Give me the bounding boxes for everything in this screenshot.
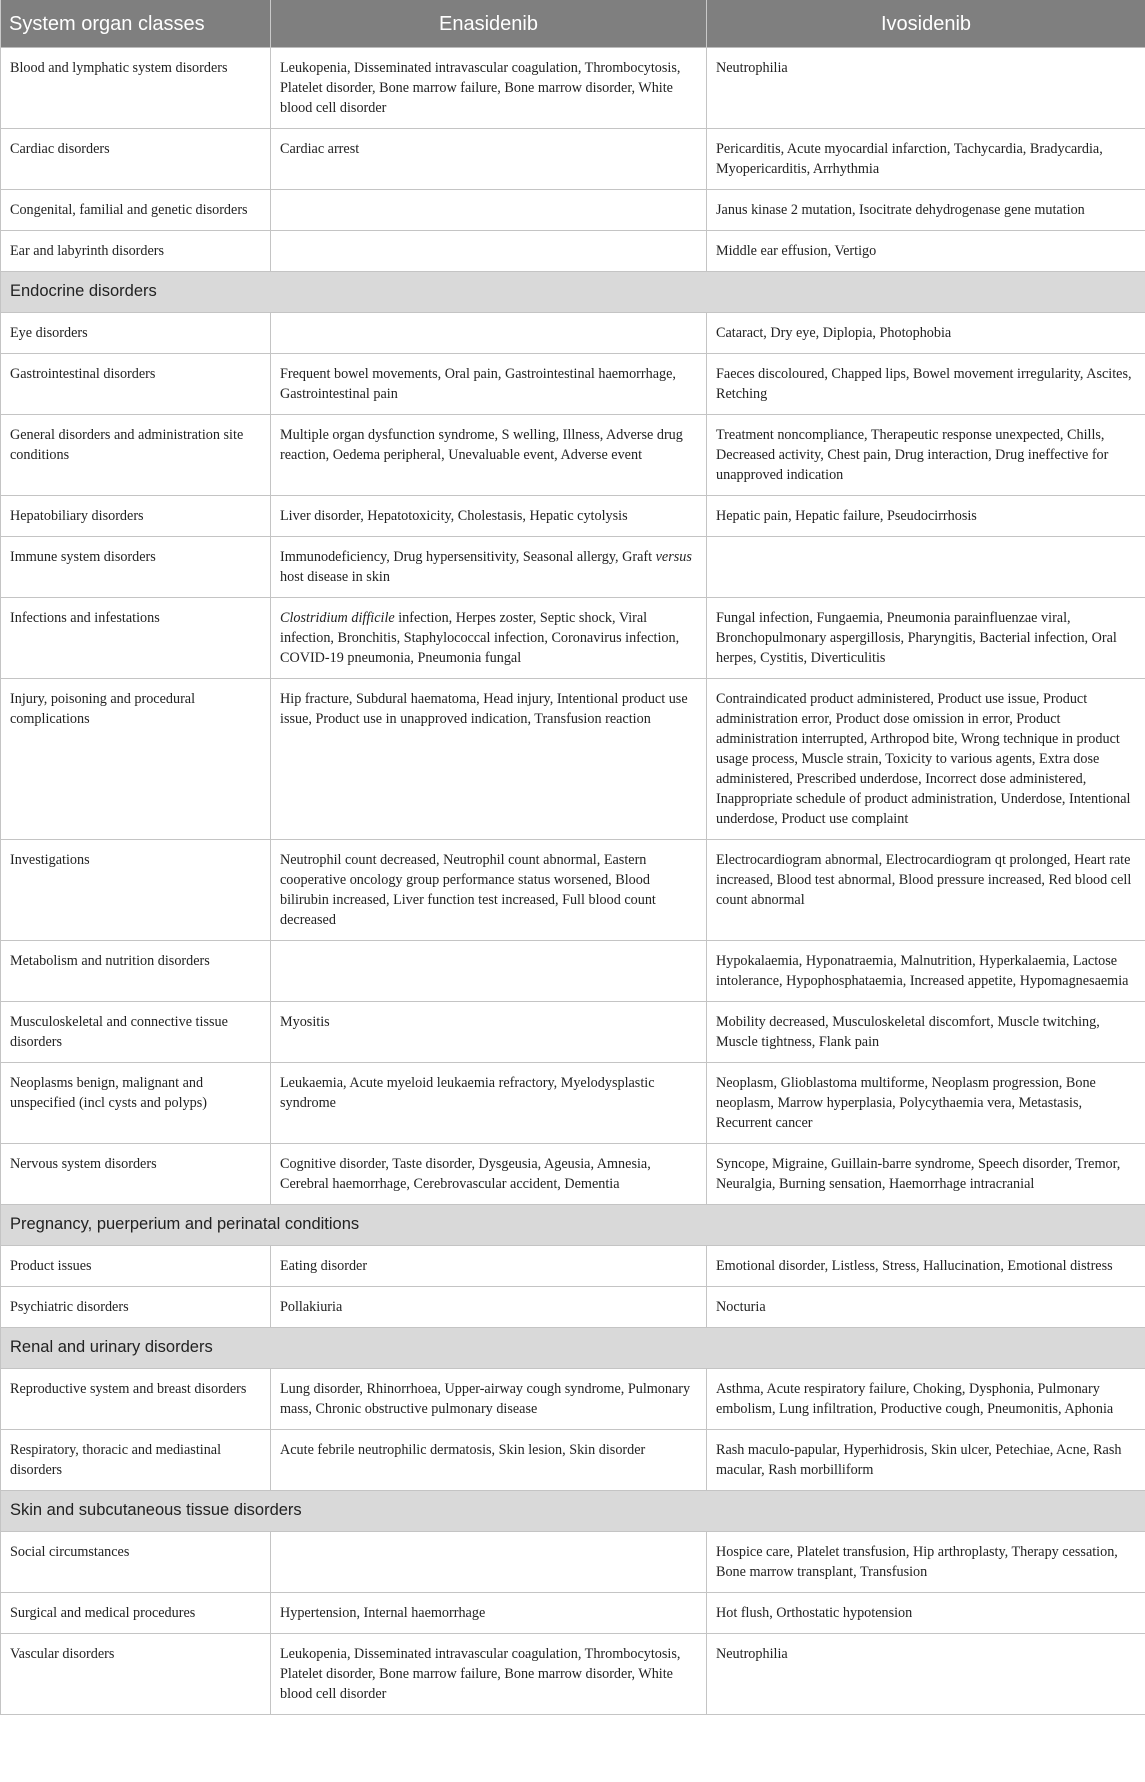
cell-system-organ-class: Investigations [1,840,271,941]
cell-system-organ-class: Vascular disorders [1,1634,271,1715]
header-ivosidenib: Ivosidenib [707,0,1145,48]
cell-ivosidenib: Hospice care, Platelet transfusion, Hip arthroplasty, Therapy cessation, Bone marrow transplant, Transfusion [707,1532,1145,1593]
cell-system-organ-class: Immune system disorders [1,537,271,598]
section-label: Renal and urinary disorders [1,1328,1145,1369]
cell-enasidenib: Multiple organ dysfunction syndrome, S welling, Illness, Adverse drug reaction, Oedema peripheral, Unevaluable event, Adverse event [271,415,707,496]
table-row [1,1063,1145,1144]
cell-ivosidenib: Asthma, Acute respiratory failure, Choking, Dysphonia, Pulmonary embolism, Lung infiltration, Productive cough, Pneumonitis, Aphonia [707,1369,1145,1430]
cell-ivosidenib: Neutrophilia [707,1634,1145,1715]
cell-enasidenib: Myositis [271,1002,707,1063]
cell-text: Immunodeficiency, Drug hypersensitivity, Seasonal allergy, Graft [280,549,656,565]
header-enasidenib: Enasidenib [271,0,707,48]
section-row [1,1491,1145,1532]
cell-enasidenib: Eating disorder [271,1246,707,1287]
table-row [1,1593,1145,1634]
cell-enasidenib [271,313,707,354]
cell-enasidenib: Cardiac arrest [271,129,707,190]
cell-ivosidenib: Emotional disorder, Listless, Stress, Hallucination, Emotional distress [707,1246,1145,1287]
cell-system-organ-class: Respiratory, thoracic and mediastinal disorders [1,1430,271,1491]
table-row [1,354,1145,415]
table-row [1,231,1145,272]
cell-ivosidenib: Pericarditis, Acute myocardial infarction, Tachycardia, Bradycardia, Myopericarditis, Arrhythmia [707,129,1145,190]
cell-enasidenib [271,537,707,598]
cell-system-organ-class: General disorders and administration site conditions [1,415,271,496]
cell-system-organ-class: Injury, poisoning and procedural complications [1,679,271,840]
cell-ivosidenib: Nocturia [707,1287,1145,1328]
cell-text: infection, Herpes zoster, Septic shock, Viral infection, Bronchitis, Staphylococcal infection, Coronavirus infection, COVID-19 pneumonia, Pneumonia fungal [280,610,680,666]
cell-ivosidenib: Syncope, Migraine, Guillain-barre syndrome, Speech disorder, Tremor, Neuralgia, Burning sensation, Haemorrhage intracranial [707,1144,1145,1205]
section-row [1,1205,1145,1246]
cell-ivosidenib [707,537,1145,598]
cell-system-organ-class: Gastrointestinal disorders [1,354,271,415]
cell-ivosidenib: Faeces discoloured, Chapped lips, Bowel movement irregularity, Ascites, Retching [707,354,1145,415]
section-row [1,272,1145,313]
cell-enasidenib: Cognitive disorder, Taste disorder, Dysgeusia, Ageusia, Amnesia, Cerebral haemorrhage, Cerebrovascular accident, Dementia [271,1144,707,1205]
cell-ivosidenib: Neoplasm, Glioblastoma multiforme, Neoplasm progression, Bone neoplasm, Marrow hyperplasia, Polycythaemia vera, Metastasis, Recurrent cancer [707,1063,1145,1144]
italic-term: versus [655,549,692,565]
table-row [1,129,1145,190]
header-row [1,0,1145,48]
cell-system-organ-class: Hepatobiliary disorders [1,496,271,537]
cell-ivosidenib: Janus kinase 2 mutation, Isocitrate dehydrogenase gene mutation [707,190,1145,231]
cell-ivosidenib: Mobility decreased, Musculoskeletal discomfort, Muscle twitching, Muscle tightness, Flank pain [707,1002,1145,1063]
cell-system-organ-class: Reproductive system and breast disorders [1,1369,271,1430]
header-system-organ-classes: System organ classes [1,0,271,48]
cell-ivosidenib: Neutrophilia [707,48,1145,129]
cell-enasidenib [271,598,707,679]
cell-enasidenib: Lung disorder, Rhinorrhoea, Upper-airway cough syndrome, Pulmonary mass, Chronic obstructive pulmonary disease [271,1369,707,1430]
table-row [1,840,1145,941]
cell-system-organ-class: Congenital, familial and genetic disorders [1,190,271,231]
table-row [1,1287,1145,1328]
cell-enasidenib: Leukaemia, Acute myeloid leukaemia refractory, Myelodysplastic syndrome [271,1063,707,1144]
cell-enasidenib [271,1532,707,1593]
table-row [1,190,1145,231]
cell-ivosidenib: Hypokalaemia, Hyponatraemia, Malnutrition, Hyperkalaemia, Lactose intolerance, Hypophosphataemia, Increased appetite, Hypomagnesaemia [707,941,1145,1002]
table-row [1,1430,1145,1491]
table-row [1,313,1145,354]
cell-system-organ-class: Neoplasms benign, malignant and unspecified (incl cysts and polyps) [1,1063,271,1144]
cell-system-organ-class: Social circumstances [1,1532,271,1593]
cell-system-organ-class: Blood and lymphatic system disorders [1,48,271,129]
section-row [1,1328,1145,1369]
cell-system-organ-class: Surgical and medical procedures [1,1593,271,1634]
table-row [1,1532,1145,1593]
table-row [1,1369,1145,1430]
table-row [1,1002,1145,1063]
section-label: Endocrine disorders [1,272,1145,313]
table-row [1,496,1145,537]
table-row [1,941,1145,1002]
cell-ivosidenib: Contraindicated product administered, Product use issue, Product administration error, Product dose omission in error, Product administration interrupted, Arthropod bite, Wrong technique in product usage process, Muscle strain, Toxicity to various agents, Extra dose administered, Prescribed underdose, Incorrect dose administered, Inappropriate schedule of product administration, Underdose, Intentional underdose, Product use complaint [707,679,1145,840]
cell-system-organ-class: Eye disorders [1,313,271,354]
table-row [1,1144,1145,1205]
cell-system-organ-class: Cardiac disorders [1,129,271,190]
table-row [1,1246,1145,1287]
cell-system-organ-class: Ear and labyrinth disorders [1,231,271,272]
cell-system-organ-class: Product issues [1,1246,271,1287]
table-header [1,0,1145,48]
cell-ivosidenib: Treatment noncompliance, Therapeutic response unexpected, Chills, Decreased activity, Chest pain, Drug interaction, Drug ineffective for unapproved indication [707,415,1145,496]
table-row [1,415,1145,496]
cell-enasidenib: Frequent bowel movements, Oral pain, Gastrointestinal haemorrhage, Gastrointestinal pain [271,354,707,415]
cell-enasidenib: Hip fracture, Subdural haematoma, Head injury, Intentional product use issue, Product use in unapproved indication, Transfusion reaction [271,679,707,840]
cell-enasidenib [271,941,707,1002]
cell-ivosidenib: Rash maculo-papular, Hyperhidrosis, Skin ulcer, Petechiae, Acne, Rash macular, Rash morbilliform [707,1430,1145,1491]
cell-ivosidenib: Fungal infection, Fungaemia, Pneumonia parainfluenzae viral, Bronchopulmonary aspergillosis, Pharyngitis, Bacterial infection, Oral herpes, Cystitis, Diverticulitis [707,598,1145,679]
cell-system-organ-class: Metabolism and nutrition disorders [1,941,271,1002]
italic-term: Clostridium difficile [280,610,395,626]
cell-enasidenib: Acute febrile neutrophilic dermatosis, Skin lesion, Skin disorder [271,1430,707,1491]
cell-enasidenib: Leukopenia, Disseminated intravascular coagulation, Thrombocytosis, Platelet disorder, Bone marrow failure, Bone marrow disorder, White blood cell disorder [271,1634,707,1715]
cell-system-organ-class: Musculoskeletal and connective tissue disorders [1,1002,271,1063]
table-body [1,48,1145,1715]
cell-enasidenib: Neutrophil count decreased, Neutrophil count abnormal, Eastern cooperative oncology group performance status worsened, Blood bilirubin increased, Liver function test increased, Full blood count decreased [271,840,707,941]
section-label: Skin and subcutaneous tissue disorders [1,1491,1145,1532]
cell-ivosidenib: Cataract, Dry eye, Diplopia, Photophobia [707,313,1145,354]
cell-enasidenib [271,231,707,272]
cell-enasidenib: Hypertension, Internal haemorrhage [271,1593,707,1634]
cell-system-organ-class: Infections and infestations [1,598,271,679]
table-row [1,537,1145,598]
cell-enasidenib: Leukopenia, Disseminated intravascular coagulation, Thrombocytosis, Platelet disorder, Bone marrow failure, Bone marrow disorder, White blood cell disorder [271,48,707,129]
cell-enasidenib: Liver disorder, Hepatotoxicity, Cholestasis, Hepatic cytolysis [271,496,707,537]
cell-enasidenib [271,190,707,231]
cell-ivosidenib: Middle ear effusion, Vertigo [707,231,1145,272]
cell-enasidenib: Pollakiuria [271,1287,707,1328]
cell-system-organ-class: Nervous system disorders [1,1144,271,1205]
table-row [1,679,1145,840]
cell-system-organ-class: Psychiatric disorders [1,1287,271,1328]
table-row [1,598,1145,679]
table-row [1,1634,1145,1715]
cell-ivosidenib: Hepatic pain, Hepatic failure, Pseudocirrhosis [707,496,1145,537]
cell-ivosidenib: Hot flush, Orthostatic hypotension [707,1593,1145,1634]
cell-text: host disease in skin [280,569,390,585]
table-row [1,48,1145,129]
section-label: Pregnancy, puerperium and perinatal conditions [1,1205,1145,1246]
cell-ivosidenib: Electrocardiogram abnormal, Electrocardiogram qt prolonged, Heart rate increased, Blood test abnormal, Blood pressure increased, Red blood cell count abnormal [707,840,1145,941]
